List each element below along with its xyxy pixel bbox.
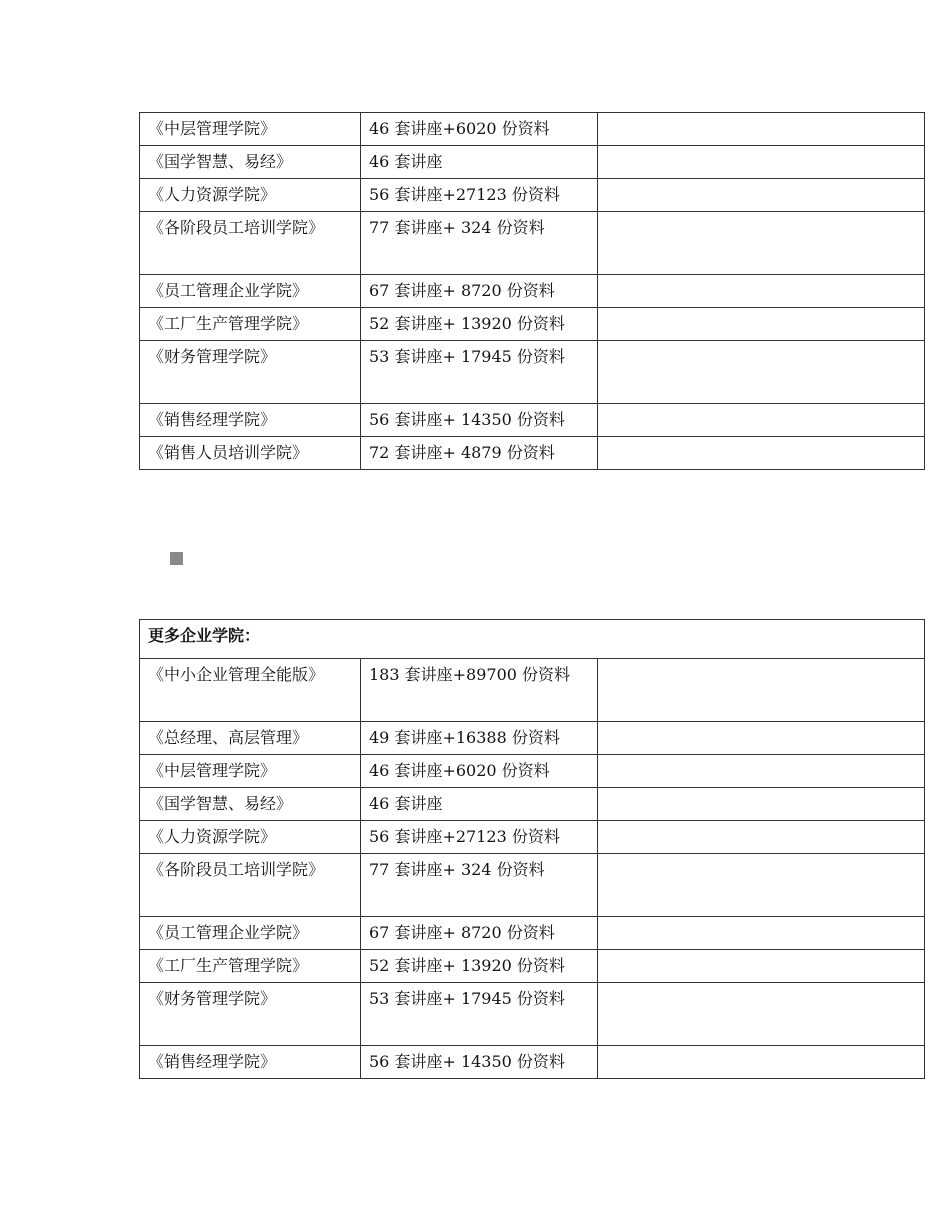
academy-content: 56 套讲座+ 14350 份资料 bbox=[361, 404, 598, 437]
academy-note bbox=[598, 275, 925, 308]
academy-note bbox=[598, 146, 925, 179]
academy-note bbox=[598, 404, 925, 437]
table-row bbox=[140, 212, 925, 275]
table-row bbox=[140, 275, 925, 308]
table-row bbox=[140, 179, 925, 212]
academy-name: 《人力资源学院》 bbox=[140, 821, 361, 854]
academy-name: 《销售经理学院》 bbox=[140, 404, 361, 437]
academy-note bbox=[598, 983, 925, 1046]
academy-name: 《总经理、高层管理》 bbox=[140, 722, 361, 755]
academy-note bbox=[598, 1046, 925, 1079]
table-row bbox=[140, 146, 925, 179]
academy-content: 77 套讲座+ 324 份资料 bbox=[361, 854, 598, 917]
academy-content: 53 套讲座+ 17945 份资料 bbox=[361, 983, 598, 1046]
academy-note bbox=[598, 854, 925, 917]
academy-note bbox=[598, 788, 925, 821]
academy-name: 《各阶段员工培训学院》 bbox=[140, 854, 361, 917]
academy-table-1 bbox=[139, 112, 925, 470]
academy-name: 《财务管理学院》 bbox=[140, 983, 361, 1046]
academy-name: 《中层管理学院》 bbox=[140, 755, 361, 788]
table-row bbox=[140, 437, 925, 470]
academy-content: 52 套讲座+ 13920 份资料 bbox=[361, 950, 598, 983]
academy-name: 《销售经理学院》 bbox=[140, 1046, 361, 1079]
academy-name: 《工厂生产管理学院》 bbox=[140, 308, 361, 341]
academy-name: 《国学智慧、易经》 bbox=[140, 788, 361, 821]
academy-note bbox=[598, 821, 925, 854]
table-row bbox=[140, 404, 925, 437]
academy-note bbox=[598, 437, 925, 470]
academy-name: 《工厂生产管理学院》 bbox=[140, 950, 361, 983]
academy-note bbox=[598, 308, 925, 341]
academy-content: 46 套讲座+6020 份资料 bbox=[361, 755, 598, 788]
table-row bbox=[140, 659, 925, 722]
table-row bbox=[140, 821, 925, 854]
academy-table-2 bbox=[139, 619, 925, 1079]
academy-name: 《人力资源学院》 bbox=[140, 179, 361, 212]
academy-name: 《销售人员培训学院》 bbox=[140, 437, 361, 470]
academy-note bbox=[598, 113, 925, 146]
academy-content: 183 套讲座+89700 份资料 bbox=[361, 659, 598, 722]
academy-note bbox=[598, 722, 925, 755]
academy-note bbox=[598, 659, 925, 722]
academy-name: 《财务管理学院》 bbox=[140, 341, 361, 404]
table-row bbox=[140, 308, 925, 341]
academy-note bbox=[598, 341, 925, 404]
academy-content: 67 套讲座+ 8720 份资料 bbox=[361, 917, 598, 950]
table-header-row bbox=[140, 620, 925, 659]
academy-content: 77 套讲座+ 324 份资料 bbox=[361, 212, 598, 275]
academy-name: 《国学智慧、易经》 bbox=[140, 146, 361, 179]
academy-content: 46 套讲座+6020 份资料 bbox=[361, 113, 598, 146]
academy-note bbox=[598, 212, 925, 275]
academy-content: 46 套讲座 bbox=[361, 788, 598, 821]
academy-name: 《员工管理企业学院》 bbox=[140, 275, 361, 308]
academy-content: 52 套讲座+ 13920 份资料 bbox=[361, 308, 598, 341]
academy-content: 56 套讲座+27123 份资料 bbox=[361, 821, 598, 854]
academy-note bbox=[598, 755, 925, 788]
table-row bbox=[140, 950, 925, 983]
academy-note bbox=[598, 950, 925, 983]
academy-note bbox=[598, 179, 925, 212]
table-row bbox=[140, 722, 925, 755]
table-row bbox=[140, 854, 925, 917]
academy-content: 53 套讲座+ 17945 份资料 bbox=[361, 341, 598, 404]
academy-content: 56 套讲座+ 14350 份资料 bbox=[361, 1046, 598, 1079]
table-row bbox=[140, 788, 925, 821]
academy-content: 49 套讲座+16388 份资料 bbox=[361, 722, 598, 755]
academy-name: 《中小企业管理全能版》 bbox=[140, 659, 361, 722]
table-row bbox=[140, 983, 925, 1046]
table-row bbox=[140, 755, 925, 788]
table-row bbox=[140, 917, 925, 950]
table-row bbox=[140, 113, 925, 146]
table-header: 更多企业学院： bbox=[140, 620, 925, 659]
academy-content: 72 套讲座+ 4879 份资料 bbox=[361, 437, 598, 470]
academy-note bbox=[598, 917, 925, 950]
academy-name: 《员工管理企业学院》 bbox=[140, 917, 361, 950]
academy-content: 56 套讲座+27123 份资料 bbox=[361, 179, 598, 212]
square-bullet-icon bbox=[170, 552, 183, 565]
table-row bbox=[140, 341, 925, 404]
academy-content: 46 套讲座 bbox=[361, 146, 598, 179]
academy-content: 67 套讲座+ 8720 份资料 bbox=[361, 275, 598, 308]
table-row bbox=[140, 1046, 925, 1079]
academy-name: 《中层管理学院》 bbox=[140, 113, 361, 146]
academy-name: 《各阶段员工培训学院》 bbox=[140, 212, 361, 275]
